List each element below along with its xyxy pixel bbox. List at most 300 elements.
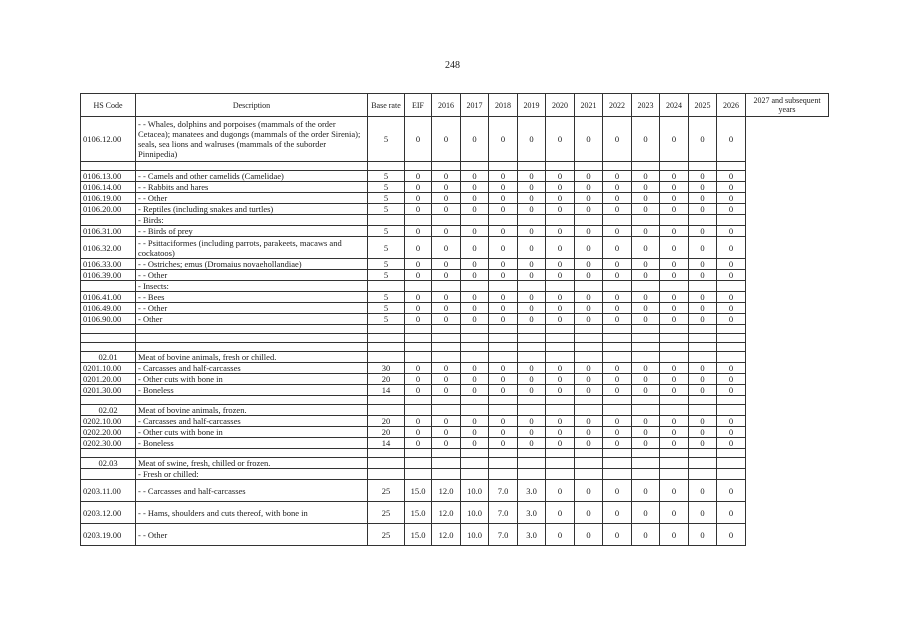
rate-cell <box>432 281 461 292</box>
rate-cell: 0 <box>717 385 746 396</box>
rate-cell: 0 <box>489 193 518 204</box>
hs-code-cell <box>81 325 136 334</box>
hs-code-cell <box>81 343 136 352</box>
rate-cell: 0 <box>461 363 489 374</box>
rate-cell <box>717 325 746 334</box>
rate-cell: 0 <box>546 237 575 259</box>
rate-cell <box>518 405 546 416</box>
description-cell: - Carcasses and half-carcasses <box>136 363 368 374</box>
rate-cell: 0 <box>603 292 632 303</box>
rate-cell <box>632 325 660 334</box>
rate-cell: 0 <box>489 427 518 438</box>
rate-cell: 0 <box>717 303 746 314</box>
rate-cell: 0 <box>632 374 660 385</box>
rate-cell: 0 <box>489 303 518 314</box>
rate-cell: 0 <box>689 524 717 546</box>
description-cell: - - Hams, shoulders and cuts thereof, with bone in <box>136 502 368 524</box>
table-row <box>81 171 829 182</box>
rate-cell: 0 <box>689 374 717 385</box>
rate-cell: 0 <box>405 416 432 427</box>
rate-cell <box>489 215 518 226</box>
rate-cell <box>405 162 432 171</box>
rate-cell: 3.0 <box>518 502 546 524</box>
rate-cell <box>461 325 489 334</box>
description-cell: - Birds: <box>136 215 368 226</box>
rate-cell: 0 <box>405 204 432 215</box>
table-row <box>81 215 829 226</box>
rate-cell: 0 <box>546 292 575 303</box>
rate-cell: 0 <box>461 171 489 182</box>
rate-cell: 0 <box>461 385 489 396</box>
description-cell: - Boneless <box>136 385 368 396</box>
rate-cell: 0 <box>546 374 575 385</box>
rate-cell: 0 <box>603 303 632 314</box>
rate-cell: 0 <box>689 480 717 502</box>
rate-cell: 0 <box>689 385 717 396</box>
description-cell: - - Other <box>136 524 368 546</box>
spacer-row <box>81 162 829 171</box>
rate-cell <box>432 334 461 343</box>
rate-cell: 0 <box>489 314 518 325</box>
rate-cell <box>518 215 546 226</box>
rate-cell: 0 <box>432 204 461 215</box>
spacer-row <box>81 334 829 343</box>
rate-cell <box>575 343 603 352</box>
rate-cell <box>546 458 575 469</box>
rate-cell: 0 <box>603 226 632 237</box>
base-rate-cell: 5 <box>368 171 405 182</box>
table-row <box>81 480 829 502</box>
table-row <box>81 374 829 385</box>
rate-cell: 0 <box>461 237 489 259</box>
base-rate-cell <box>368 352 405 363</box>
column-header: 2027 and subsequent years <box>746 94 829 117</box>
rate-cell: 0 <box>660 502 689 524</box>
page-number: 248 <box>445 60 460 71</box>
rate-cell: 0 <box>603 416 632 427</box>
rate-cell <box>717 352 746 363</box>
rate-cell: 0 <box>432 117 461 162</box>
rate-cell: 0 <box>717 416 746 427</box>
rate-cell: 0 <box>489 292 518 303</box>
rate-cell <box>575 281 603 292</box>
rate-cell <box>432 325 461 334</box>
rate-cell <box>405 469 432 480</box>
table-row <box>81 117 829 162</box>
rate-cell <box>689 325 717 334</box>
rate-cell: 0 <box>660 374 689 385</box>
rate-cell <box>717 162 746 171</box>
rate-cell: 0 <box>405 226 432 237</box>
rate-cell: 0 <box>405 314 432 325</box>
rate-cell: 0 <box>518 237 546 259</box>
rate-cell: 0 <box>603 502 632 524</box>
rate-cell: 0 <box>461 117 489 162</box>
rate-cell: 0 <box>432 427 461 438</box>
rate-cell <box>660 162 689 171</box>
rate-cell: 0 <box>660 270 689 281</box>
base-rate-cell: 5 <box>368 182 405 193</box>
table-row <box>81 226 829 237</box>
base-rate-cell: 20 <box>368 374 405 385</box>
rate-cell: 0 <box>575 502 603 524</box>
rate-cell <box>405 334 432 343</box>
rate-cell <box>461 458 489 469</box>
rate-cell: 0 <box>660 363 689 374</box>
rate-cell: 0 <box>546 480 575 502</box>
rate-cell: 3.0 <box>518 524 546 546</box>
rate-cell: 0 <box>546 182 575 193</box>
rate-cell <box>689 405 717 416</box>
rate-cell <box>603 343 632 352</box>
rate-cell: 0 <box>518 259 546 270</box>
rate-cell: 0 <box>432 292 461 303</box>
rate-cell: 0 <box>689 292 717 303</box>
table-header-row <box>81 94 829 117</box>
hs-code-cell <box>81 162 136 171</box>
rate-cell: 0 <box>432 193 461 204</box>
rate-cell: 0 <box>603 314 632 325</box>
rate-cell: 0 <box>632 237 660 259</box>
base-rate-cell: 5 <box>368 117 405 162</box>
rate-cell: 0 <box>689 226 717 237</box>
rate-cell: 0 <box>405 171 432 182</box>
rate-cell <box>432 162 461 171</box>
hs-code-cell: 0203.19.00 <box>81 524 136 546</box>
rate-cell: 0 <box>717 502 746 524</box>
rate-cell: 0 <box>405 374 432 385</box>
base-rate-cell <box>368 343 405 352</box>
description-cell: - - Bees <box>136 292 368 303</box>
description-cell: - - Psittaciformes (including parrots, parakeets, macaws and cockatoos) <box>136 237 368 259</box>
rate-cell <box>660 458 689 469</box>
rate-cell: 0 <box>546 270 575 281</box>
rate-cell: 0 <box>432 385 461 396</box>
rate-cell <box>546 352 575 363</box>
column-header: 2019 <box>518 94 546 117</box>
base-rate-cell: 20 <box>368 416 405 427</box>
rate-cell <box>461 396 489 405</box>
rate-cell <box>461 469 489 480</box>
rate-cell: 0 <box>546 314 575 325</box>
base-rate-cell: 5 <box>368 226 405 237</box>
rate-cell: 0 <box>660 171 689 182</box>
rate-cell: 0 <box>660 117 689 162</box>
rate-cell: 0 <box>603 480 632 502</box>
rate-cell: 0 <box>575 427 603 438</box>
rate-cell: 0 <box>461 182 489 193</box>
rate-cell: 0 <box>575 292 603 303</box>
rate-cell <box>432 343 461 352</box>
rate-cell: 0 <box>603 385 632 396</box>
rate-cell: 0 <box>405 182 432 193</box>
rate-cell: 0 <box>405 237 432 259</box>
rate-cell: 0 <box>603 259 632 270</box>
rate-cell: 0 <box>632 427 660 438</box>
description-cell: Meat of bovine animals, frozen. <box>136 405 368 416</box>
rate-cell: 0 <box>575 193 603 204</box>
base-rate-cell: 5 <box>368 259 405 270</box>
rate-cell: 0 <box>660 480 689 502</box>
rate-cell: 0 <box>546 303 575 314</box>
rate-cell: 0 <box>660 237 689 259</box>
rate-cell: 0 <box>660 259 689 270</box>
base-rate-cell: 5 <box>368 314 405 325</box>
description-cell: - Boneless <box>136 438 368 449</box>
rate-cell <box>575 449 603 458</box>
rate-cell <box>689 469 717 480</box>
hs-code-cell: 0203.12.00 <box>81 502 136 524</box>
rate-cell: 7.0 <box>489 480 518 502</box>
rate-cell: 0 <box>632 182 660 193</box>
rate-cell: 0 <box>405 292 432 303</box>
rate-cell: 0 <box>518 416 546 427</box>
hs-code-cell <box>81 469 136 480</box>
rate-cell <box>489 352 518 363</box>
rate-cell <box>717 343 746 352</box>
tariff-schedule-table <box>80 93 829 546</box>
rate-cell <box>489 469 518 480</box>
table-row <box>81 385 829 396</box>
column-header: Description <box>136 94 368 117</box>
rate-cell: 0 <box>405 303 432 314</box>
rate-cell <box>632 352 660 363</box>
rate-cell: 0 <box>717 270 746 281</box>
rate-cell <box>405 343 432 352</box>
rate-cell: 0 <box>603 270 632 281</box>
rate-cell <box>689 334 717 343</box>
rate-cell: 0 <box>546 438 575 449</box>
rate-cell <box>489 334 518 343</box>
base-rate-cell <box>368 469 405 480</box>
column-header: 2024 <box>660 94 689 117</box>
rate-cell: 7.0 <box>489 502 518 524</box>
rate-cell: 0 <box>405 193 432 204</box>
rate-cell: 0 <box>632 259 660 270</box>
rate-cell: 0 <box>632 171 660 182</box>
rate-cell: 0 <box>689 270 717 281</box>
rate-cell: 0 <box>546 259 575 270</box>
rate-cell: 0 <box>632 204 660 215</box>
rate-cell: 0 <box>405 270 432 281</box>
hs-code-cell: 0106.13.00 <box>81 171 136 182</box>
rate-cell: 0 <box>518 374 546 385</box>
hs-code-cell: 0203.11.00 <box>81 480 136 502</box>
rate-cell <box>660 449 689 458</box>
rate-cell <box>603 469 632 480</box>
rate-cell: 0 <box>575 182 603 193</box>
rate-cell: 0 <box>432 363 461 374</box>
rate-cell: 0 <box>461 314 489 325</box>
rate-cell: 0 <box>461 270 489 281</box>
rate-cell <box>461 449 489 458</box>
rate-cell <box>546 449 575 458</box>
rate-cell: 0 <box>717 480 746 502</box>
rate-cell <box>546 469 575 480</box>
rate-cell: 0 <box>489 374 518 385</box>
rate-cell: 0 <box>518 363 546 374</box>
rate-cell <box>461 405 489 416</box>
rate-cell: 0 <box>660 385 689 396</box>
base-rate-cell: 5 <box>368 270 405 281</box>
spacer-row <box>81 343 829 352</box>
rate-cell: 0 <box>518 226 546 237</box>
column-header: 2021 <box>575 94 603 117</box>
heading-row <box>81 458 829 469</box>
rate-cell: 0 <box>432 259 461 270</box>
description-cell: - - Other <box>136 193 368 204</box>
hs-code-cell <box>81 281 136 292</box>
rate-cell <box>717 215 746 226</box>
rate-cell: 12.0 <box>432 524 461 546</box>
rate-cell: 0 <box>717 204 746 215</box>
description-cell: - - Ostriches; emus (Dromaius novaehollandiae) <box>136 259 368 270</box>
base-rate-cell: 5 <box>368 237 405 259</box>
rate-cell: 0 <box>518 204 546 215</box>
rate-cell: 0 <box>603 117 632 162</box>
rate-cell: 15.0 <box>405 480 432 502</box>
rate-cell: 0 <box>518 427 546 438</box>
rate-cell: 0 <box>489 270 518 281</box>
hs-code-cell: 0106.39.00 <box>81 270 136 281</box>
rate-cell <box>405 325 432 334</box>
description-cell: Meat of bovine animals, fresh or chilled. <box>136 352 368 363</box>
table-row <box>81 270 829 281</box>
rate-cell: 0 <box>575 171 603 182</box>
rate-cell: 0 <box>632 303 660 314</box>
rate-cell: 0 <box>717 182 746 193</box>
rate-cell <box>489 343 518 352</box>
rate-cell: 0 <box>603 524 632 546</box>
rate-cell: 0 <box>689 182 717 193</box>
rate-cell <box>632 396 660 405</box>
rate-cell: 0 <box>546 524 575 546</box>
rate-cell: 0 <box>461 204 489 215</box>
hs-code-cell: 0201.30.00 <box>81 385 136 396</box>
table-row <box>81 416 829 427</box>
rate-cell: 0 <box>575 303 603 314</box>
rate-cell: 0 <box>461 374 489 385</box>
rate-cell: 0 <box>717 438 746 449</box>
table-row <box>81 292 829 303</box>
rate-cell <box>518 396 546 405</box>
rate-cell: 0 <box>546 171 575 182</box>
rate-cell: 0 <box>546 193 575 204</box>
rate-cell: 0 <box>518 193 546 204</box>
rate-cell <box>603 281 632 292</box>
rate-cell <box>632 162 660 171</box>
rate-cell <box>546 325 575 334</box>
rate-cell <box>405 449 432 458</box>
rate-cell <box>660 215 689 226</box>
column-header: 2018 <box>489 94 518 117</box>
rate-cell <box>489 405 518 416</box>
rate-cell: 0 <box>603 182 632 193</box>
rate-cell: 0 <box>603 193 632 204</box>
rate-cell: 0 <box>546 502 575 524</box>
rate-cell: 0 <box>575 524 603 546</box>
rate-cell: 3.0 <box>518 480 546 502</box>
rate-cell: 0 <box>546 117 575 162</box>
rate-cell: 0 <box>518 182 546 193</box>
rate-cell: 0 <box>717 259 746 270</box>
rate-cell <box>717 405 746 416</box>
rate-cell <box>717 469 746 480</box>
base-rate-cell: 5 <box>368 193 405 204</box>
rate-cell <box>489 396 518 405</box>
rate-cell <box>632 334 660 343</box>
rate-cell: 0 <box>717 363 746 374</box>
rate-cell <box>632 281 660 292</box>
hs-code-cell: 0202.20.00 <box>81 427 136 438</box>
rate-cell: 0 <box>632 226 660 237</box>
rate-cell: 0 <box>432 270 461 281</box>
rate-cell <box>518 469 546 480</box>
base-rate-cell: 5 <box>368 292 405 303</box>
rate-cell: 0 <box>518 303 546 314</box>
hs-code-cell: 0106.32.00 <box>81 237 136 259</box>
rate-cell: 0 <box>575 117 603 162</box>
rate-cell: 0 <box>632 314 660 325</box>
rate-cell: 0 <box>660 524 689 546</box>
description-cell <box>136 334 368 343</box>
base-rate-cell: 14 <box>368 438 405 449</box>
rate-cell <box>461 334 489 343</box>
rate-cell: 0 <box>546 427 575 438</box>
rate-cell: 0 <box>632 438 660 449</box>
hs-code-cell: 0106.12.00 <box>81 117 136 162</box>
rate-cell: 0 <box>660 292 689 303</box>
description-cell: - - Birds of prey <box>136 226 368 237</box>
rate-cell <box>489 449 518 458</box>
rate-cell: 0 <box>660 314 689 325</box>
rate-cell <box>689 162 717 171</box>
rate-cell: 0 <box>546 363 575 374</box>
rate-cell <box>660 343 689 352</box>
rate-cell <box>632 215 660 226</box>
rate-cell <box>461 281 489 292</box>
rate-cell <box>432 405 461 416</box>
rate-cell <box>632 343 660 352</box>
base-rate-cell: 5 <box>368 204 405 215</box>
rate-cell <box>603 405 632 416</box>
rate-cell: 0 <box>489 117 518 162</box>
table-row <box>81 281 829 292</box>
rate-cell: 0 <box>575 480 603 502</box>
heading-row <box>81 352 829 363</box>
rate-cell: 0 <box>632 117 660 162</box>
rate-cell: 0 <box>461 259 489 270</box>
rate-cell <box>575 334 603 343</box>
rate-cell: 0 <box>660 438 689 449</box>
rate-cell <box>603 325 632 334</box>
description-cell <box>136 162 368 171</box>
rate-cell: 0 <box>689 416 717 427</box>
rate-cell <box>717 334 746 343</box>
rate-cell: 0 <box>717 374 746 385</box>
base-rate-cell <box>368 325 405 334</box>
hs-code-cell: 0202.10.00 <box>81 416 136 427</box>
rate-cell: 0 <box>518 438 546 449</box>
rate-cell <box>689 281 717 292</box>
rate-cell <box>603 162 632 171</box>
description-cell: - Insects: <box>136 281 368 292</box>
rate-cell <box>546 343 575 352</box>
rate-cell: 0 <box>660 303 689 314</box>
description-cell: - Carcasses and half-carcasses <box>136 416 368 427</box>
rate-cell <box>660 334 689 343</box>
rate-cell: 0 <box>432 226 461 237</box>
